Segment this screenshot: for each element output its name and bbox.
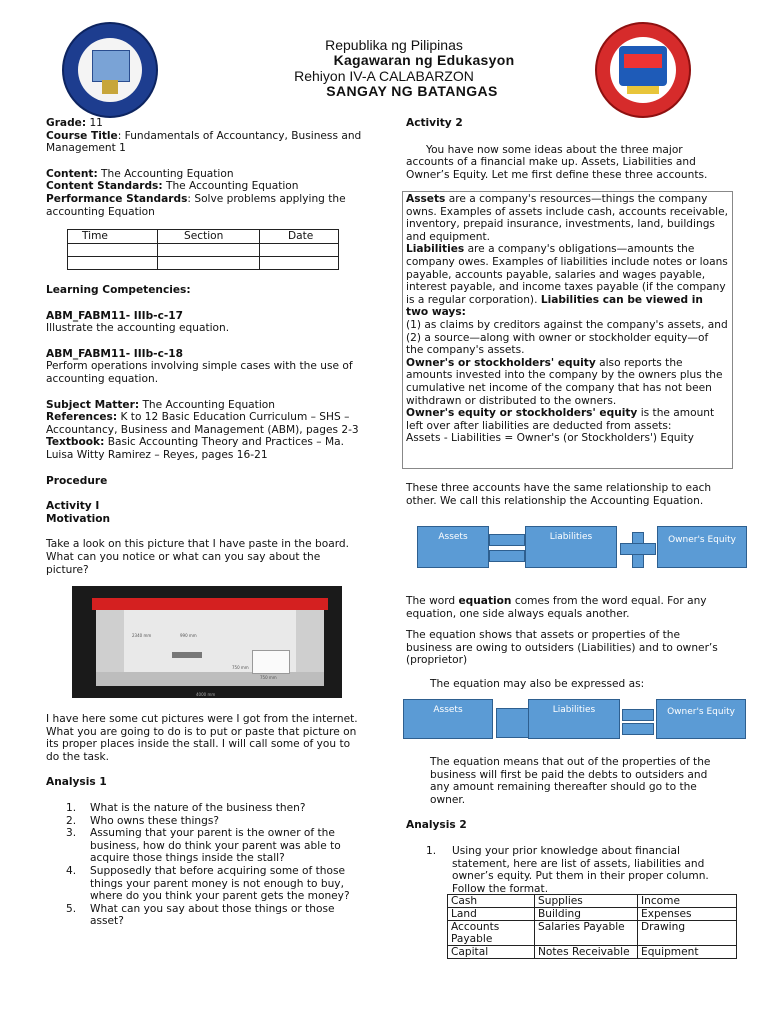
- references: References: K to 12 Basic Education Curriculum – SHS –Accountancy, Business and Management (ABM), pages 2-3: [46, 411, 359, 436]
- expressed-text: The equation may also be expressed as:: [430, 677, 645, 690]
- analysis1-questions: [46, 802, 364, 928]
- relationship-text: [406, 482, 718, 507]
- header-sangay: SANGAY NG BATANGAS: [326, 83, 498, 99]
- activity1-heading: Activity I: [46, 500, 100, 513]
- equity-formula: Assets - Liabilities = Owner's (or Stockholders') Equity: [406, 432, 694, 445]
- word-equation-text: The word equation comes from the word equal. For any equation, one side always equals another.: [406, 595, 707, 620]
- subject-matter: Subject Matter: The Accounting Equation: [46, 398, 275, 411]
- table-cell: Equipment: [638, 946, 737, 959]
- relation-text: These three accounts have the same relationship to each other. We call this relationship the Accounting Equation.: [406, 482, 712, 507]
- analysis2-heading: Analysis 2: [406, 819, 467, 832]
- equals-sign-bottom: [622, 723, 654, 735]
- comp2-text: Perform operations involving simple cases with the use of accounting equation.: [46, 360, 353, 385]
- table-cell: Income: [638, 895, 737, 908]
- equation-means-text: The equation means that out of the properties of the business will first be paid the debts to outsiders and any amount remaining thereafter should go to the owner.: [430, 756, 711, 806]
- owners-equity-box: Owner's Equity: [656, 699, 746, 739]
- assets-box: Assets: [403, 699, 493, 739]
- comp2-code: ABM_FABM11- IIIb-c-18: [46, 347, 183, 360]
- owners-equity-leftover: Owner's equity or stockholders' equity is the amount left over after liabilities are deducted from assets:: [406, 407, 715, 432]
- equals-sign-bottom: [489, 550, 525, 562]
- right-column-top: [406, 117, 726, 181]
- owners-equity-box: Owner's Equity: [657, 526, 747, 568]
- list-item: 5. What can you say about those things or those asset?: [66, 902, 335, 928]
- liabilities-way-2: (2) a source—along with owner or stockholder equity—of the company's assets.: [406, 331, 709, 357]
- table-cell: Building: [535, 908, 638, 921]
- comp1-text: Illustrate the accounting equation.: [46, 322, 230, 335]
- header-rehiyon: Rehiyon IV-A CALABARZON: [294, 68, 474, 84]
- exhibition-stall-photo: [72, 586, 342, 698]
- table-cell: Drawing: [638, 921, 737, 946]
- table-cell: Land: [448, 908, 535, 921]
- photo-dim-label: 750 mm: [260, 675, 277, 680]
- table-row: [448, 895, 737, 908]
- assets-box: Assets: [417, 526, 489, 568]
- motivation-text: Take a look on this picture that I have paste in the board. What can you notice or what can you say about the picture?: [46, 538, 349, 576]
- equals-sign-top: [622, 709, 654, 721]
- plus-sign-horizontal: [620, 543, 656, 555]
- table-row: [448, 946, 737, 959]
- header-republika: Republika ng Pilipinas: [325, 37, 463, 53]
- list-item: 1. What is the nature of the business then?: [66, 801, 306, 814]
- liabilities-way-1: (1) as claims by creditors against the company's assets, and: [406, 318, 728, 331]
- photo-dim-label: 990 mm: [180, 633, 197, 638]
- owners-equity-definition: Owner's or stockholders' equity also reports the amounts invested into the company by the owners plus the cumulative net income of the company that has not been withdrawn or distributed to the owners.: [406, 356, 723, 407]
- comp1-code: ABM_FABM11- IIIb-c-17: [46, 309, 183, 322]
- left-column: [46, 117, 364, 218]
- liabilities-box: Liabilities: [525, 526, 617, 568]
- assets-definition: Assets are a company's resources—things the company owns. Examples of assets include cash, accounts receivable, inventory, prepaid insurance, investments, land, buildings and equipment.: [406, 193, 728, 243]
- procedure-heading: Procedure: [46, 474, 108, 487]
- content-standards: Content Standards: The Accounting Equation: [46, 180, 299, 193]
- liabilities-box: Liabilities: [528, 699, 620, 739]
- activity2-intro: You have now some ideas about the three major accounts of a financial make up. Assets, Liabilities and Owner’s Equity. Let me first define these three accounts.: [406, 143, 708, 181]
- analysis1-heading: Analysis 1: [46, 776, 107, 789]
- performance-standards: Performance Standards: Solve problems applying the accounting Equation: [46, 192, 346, 218]
- competencies-title: Learning Competencies:: [46, 284, 191, 296]
- activity2-heading: Activity 2: [406, 117, 463, 129]
- table-header-time: Time: [68, 230, 158, 244]
- minus-sign: [496, 708, 530, 738]
- list-item: 1. Using your prior knowledge about financial statement, here are list of assets, liabilities and owner’s equity. Put them in their proper column. Follow the format.: [426, 844, 709, 895]
- table-cell: Supplies: [535, 895, 638, 908]
- equals-sign-top: [489, 534, 525, 546]
- content-line: Content: The Accounting Equation: [46, 167, 234, 180]
- cut-pictures-text: I have here some cut pictures were I got from the internet. What you are going to do is to put or paste that picture on its proper places inside the stall. I will call some of you to do the task.: [46, 713, 358, 763]
- right-column-lower: [406, 756, 724, 895]
- grade-line: Grade: 11: [46, 117, 103, 129]
- course-title: Course Title: Fundamentals of Accountancy, Business and Management 1: [46, 129, 362, 155]
- table-header-date: Date: [260, 230, 339, 244]
- table-cell: Cash: [448, 895, 535, 908]
- table-row: [448, 908, 737, 921]
- table-cell: Expenses: [638, 908, 737, 921]
- motivation-heading: Motivation: [46, 512, 111, 525]
- left-column-body: [46, 284, 364, 576]
- photo-dim-label: 4000 mm: [196, 692, 216, 697]
- list-item: 2. Who owns these things?: [66, 814, 219, 827]
- equation-shows-text: The equation shows that assets or properties of the business are owing to outsiders (Liabilities) and to owner’s (proprietor): [406, 629, 718, 667]
- definitions-text: [406, 193, 728, 445]
- time-section-date-table: [67, 229, 339, 270]
- table-cell: Capital: [448, 946, 535, 959]
- table-cell: Notes Receivable: [535, 946, 638, 959]
- list-item: 3. Assuming that your parent is the owner of the business, how do think your parent was able to acquire those things inside the stall?: [66, 827, 341, 865]
- photo-dim-label: 2340 mm: [132, 633, 152, 638]
- batangas-division-seal-logo: [595, 22, 691, 118]
- photo-dim-label: 750 mm: [232, 665, 249, 670]
- liabilities-definition: Liabilities are a company's obligations—amounts the company owes. Examples of liabilities include notes or loans payable, accounts payable, salaries and wages payable, interest payable, and income taxes payable (if the company is a regular corporation). Liabilities can be viewed in two ways:: [406, 243, 728, 319]
- table-cell: Salaries Payable: [535, 921, 638, 946]
- equation-explanation: [406, 595, 724, 691]
- textbook: Textbook: Basic Accounting Theory and Practices – Ma. Luisa Witty Ramirez – Reyes, pages 16-21: [46, 436, 344, 461]
- table-header-section: Section: [158, 230, 260, 244]
- table-row: [448, 921, 737, 946]
- list-item: 4. Supposedly that before acquiring some of those things your parent money is not enough to buy, where do you think your parent gets the money?: [66, 864, 350, 903]
- left-column-lower: [46, 713, 364, 928]
- table-cell: Accounts Payable: [448, 921, 535, 946]
- header-kagawaran: Kagawaran ng Edukasyon: [333, 52, 515, 68]
- accounts-grid-table: [447, 894, 737, 959]
